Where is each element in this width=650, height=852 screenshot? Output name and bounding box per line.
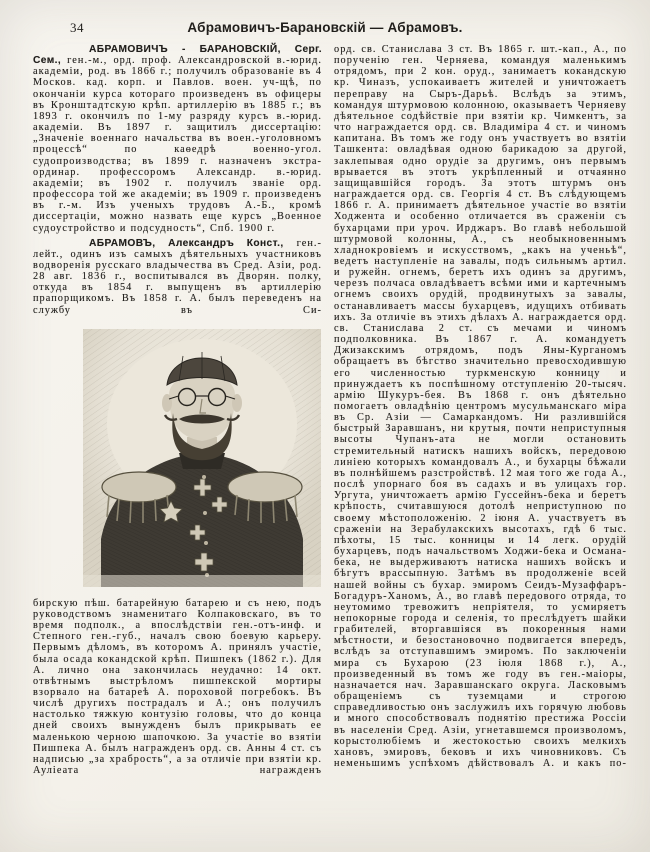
- portrait-engraving: [83, 329, 321, 587]
- running-title: Абрамовичъ-Барановскій — Абрамовъ.: [187, 20, 463, 35]
- entry-headword-abramov: АБРАМОВЪ, Александръ Конст.,: [89, 237, 284, 249]
- left-column: [33, 44, 322, 776]
- page-number: 34: [70, 20, 84, 35]
- entry-body-abramovich-baranovsky: ген.-м., орд. проф. Александровской в.-юрид. академіи, род. въ 1866 г.; получилъ образованіе въ 4 Москов. кад. корп. и Павлов. воен. уч-щѣ, по окончаніи курса котораго произведенъ въ офицеры въ Кронштадтскую крѣп. артиллерію въ 1885 г.; въ 1893 г. окончилъ по 1-му разряду курсъ в.-юрид. академіи. Въ 1897 г. защитилъ диссертацію: „Значеніе военнаго начальства въ воен.-уголовномъ процессѣ“ по каѳедрѣ военно-угол. судопроизводства; въ 1899 г. назначенъ экстра-ординар. профессоромъ Александр. в.-юрид. академіи; въ 1902 г. получилъ званіе орд. профессора той же академіи; въ 1909 г. произведенъ въ г.-м. Изъ ученыхъ трудовъ А.-Б., кромѣ диссертаціи, можно назвать еще курсъ „Военное судоустройство и подсудность“, Спб. 1900 г.: [33, 55, 322, 234]
- entry-body-abramov-right-column: орд. св. Станислава 3 ст. Въ 1865 г. шт.-кап., А., по порученію ген. Черняева, командуя маленькимъ отрядомъ, при 2 кон. оруд., занимаетъ кокандскую кр. Чиназъ, успокаиваетъ жителей и уничтожаетъ переправу на Сыръ-Дарьѣ. Вслѣдъ за этимъ, командуя штурмовою колонною, оказываетъ Черняеву дѣятельное содѣйствіе при взятіи кр. Чимкентъ, за что награждается орд. св. Владиміра 4 ст. и чиномъ капитана. Въ томъ же году онъ участвуетъ во взятіи Ташкента: овладѣвая одною барикадою за другой, заклепывая одно орудіе за другимъ, онъ первымъ врывается въ этотъ укрѣпленный и отчаянно защищавшійся городъ. За этотъ штурмъ онъ награждается орд. св. Георгія 4 ст. Въ слѣдующемъ 1866 г. А. принимаетъ дѣятельное участіе во взятіи Ходжента и особенно отличается въ сраженіи съ бухарцами при уроч. Ирджаръ. Во главѣ небольшой штурмовой колонны, А., съ необыкновеннымъ хладнокровіемъ и искусствомъ, „какъ на ученьѣ“, ведетъ наступленіе на завалы, подъ сильнымъ артил. и ружейн. огнемъ, беретъ ихъ одинъ за другимъ, черезъ полчаса овладѣваетъ всѣми ими и картечнымъ огнемъ своихъ орудій, продвинутыхъ за завалы, останавливаетъ массы бухарцевъ, идущихъ отбивать ихъ. За отличіе въ этихъ дѣлахъ А. награждается орд. св. Станислава 2 ст. съ мечами и чиномъ подполковника. Въ 1867 г. А. командуетъ Джизакскимъ отрядомъ, подъ Яны-Курганомъ обращаетъ въ бѣгство значительно превосходившую его численностью туркменскую конницу и принуждаетъ къ поспѣшному отступленію 20-тысяч. армію Шукуръ-бея. Въ 1868 г. онъ дѣятельно помогаетъ овладѣнію центромъ мусульманскаго міра въ Ср. Азіи — Самаркандомъ. Ни разлившійся быстрый Заравшанъ, ни крутыя, почти неприступныя высоты Чупанъ-ата не могли остановить стремительный натискъ нашихъ войскъ, передовою линіею которыхъ командовалъ А., и бухарцы бѣжали въ полнѣйшемъ разстройствѣ. 12 мая того же года А., послѣ упорнаго боя въ садахъ и въ улицахъ гор. Ургута, уничтожаетъ армію Гуссейнъ-бека и беретъ крѣпость, считавшуюся дотолѣ неприступною по своему мѣстоположенію. 2 іюня А. участвуетъ въ сраженіи на Зерабулакскихъ высотахъ, гдѣ 6 тыс. пѣхоты, 15 тыс. конницы и 14 легк. орудій бухарцевъ, подъ начальствомъ Ходжи-бека и Османа-бека, не выдерживаютъ натиска нашихъ войскъ и бѣгутъ врассыпную. Затѣмъ въ продолженіе всей нашей войны съ бухар. эмиромъ Сеидъ-Музаффаръ-Богадуръ-Ханомъ, А., во главѣ передового отряда, то неутомимо тревожитъ непріятеля, то усмиряетъ непокорные города и селенія, то преслѣдуетъ шайки грабителей, вторгавшіяся въ покоренныя нами мѣстности, и безостановочно подвигается впередъ, вслѣдъ за отступавшимъ эмиромъ. По заключеніи мира съ Бухарою (23 іюля 1868 г.), А., произведенный въ томъ же году въ ген.-маіоры, назначается нач. Заравшанскаго округа. Ласковымъ обращеніемъ съ туземцами и строгою справедливостью онъ заслужилъ ихъ горячую любовь и много способствовалъ поднятію престижа Россіи въ населеніи Сред. Азіи, угнетавшемся произволомъ, корыстолюбіемъ и жестокостью своихъ мелкихъ хановъ, эмировъ, бековъ и ихъ чиновниковъ. Съ неменьшимъ успѣхомъ дѣйствовалъ А. и какъ по-: [334, 44, 628, 769]
- portrait-engraving-drawing: [83, 329, 321, 587]
- entry-abramov: [33, 238, 322, 316]
- right-column: [334, 44, 627, 769]
- entry-abramovich-baranovsky: [33, 44, 322, 234]
- entry-headword-abramovich-baranovsky: АБРАМОВИЧЪ - БАРАНОВСКІЙ, Серг. Сем.,: [33, 44, 322, 67]
- entry-body-abramov-before-portrait: ген.-лейт., одинъ изъ самыхъ дѣятельныхъ участниковъ водворенія русскаго владычества въ Сред. Азіи, род. 28 авг. 1836 г., воспитывался въ Дворян. полку, откуда въ 1854 г. выпущенъ въ артиллерію прапорщикомъ. Въ 1858 г. А. былъ переведенъ на службу въ Си-: [33, 237, 323, 316]
- entry-body-abramov-after-portrait: бирскую пѣш. батарейную батарею и съ нею, подъ руководствомъ знаменитаго Колпаковскаго, въ то время подполк., а впослѣдствіи ген.-отъ-инф. и Степного ген.-губ., началъ свою боевую карьеру. Первымъ дѣломъ, въ которомъ А. принялъ участіе, была осада кокандской крѣп. Пишпекъ (1862 г.). Для А. лично она закончилась неудачно: 14 окт. отвѣтнымъ выстрѣломъ пишпекской мортиры взорвало на батареѣ А. пороховой погребокъ. Въ числѣ другихъ пострадалъ и А.; онъ получилъ настолько тяжкую контузію головы, что до конца дней своихъ вынужденъ былъ прикрывать ее маленькою черною шапочкою. За участіе во взятіи Пишпека А. былъ награжденъ орд. св. Анны 4 ст. съ надписью „за храбрость“, а за отличіе при взятіи кр. Ауліеата награжденъ: [33, 597, 322, 777]
